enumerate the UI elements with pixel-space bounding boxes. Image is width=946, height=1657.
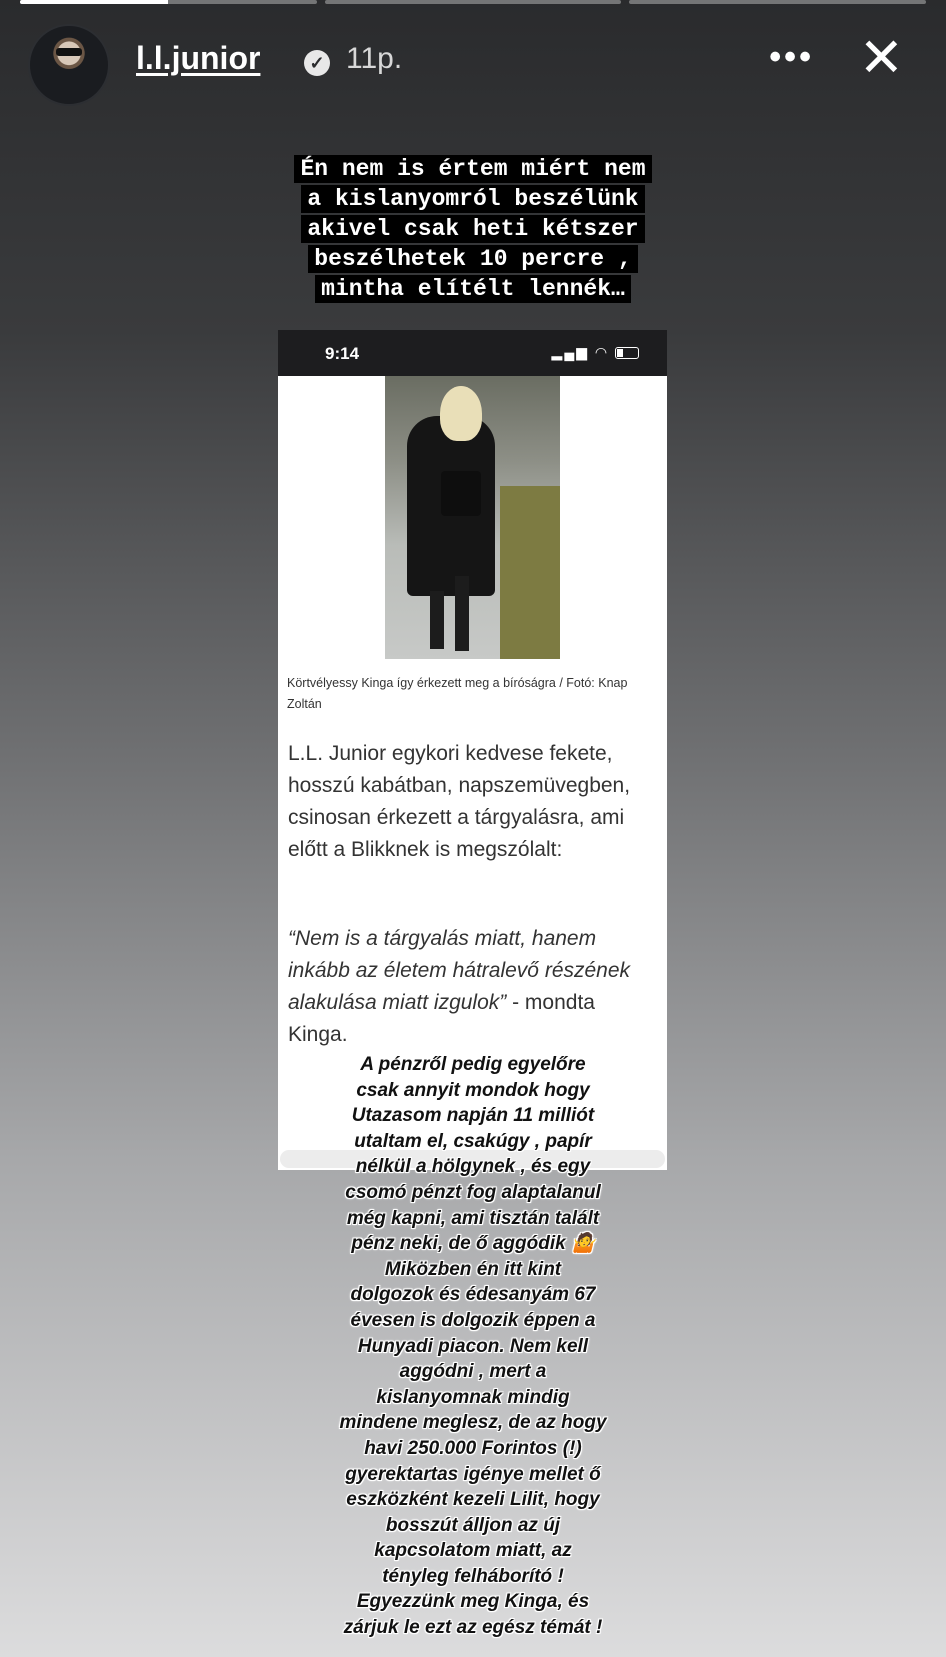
username-link[interactable]: l.l.junior	[136, 40, 261, 76]
overlay-line: csak annyit mondok hogy	[356, 1079, 590, 1101]
story-caption	[200, 154, 746, 304]
post-time: 11p.	[346, 42, 403, 75]
overlay-line: pénz neki, de ő aggódik 🤷	[351, 1233, 595, 1255]
overlay-line: utaltam el, csakúgy , papír	[354, 1130, 592, 1152]
phone-status-bar	[278, 330, 667, 376]
overlay-line: Hunyadi piacon. Nem kell	[357, 1335, 589, 1357]
article-quote	[288, 923, 658, 1051]
overlay-line: havi 250.000 Forintos (!)	[364, 1437, 582, 1459]
overlay-line: Miközben én itt kint	[384, 1258, 562, 1280]
quote-text: “Nem is a tárgyalás miatt, hanem inkább az életem hátralevő részének alakulása miatt izgulok”	[288, 927, 631, 1014]
overlay-line: aggódni , mert a	[399, 1361, 547, 1383]
progress-segment	[325, 0, 622, 4]
avatar[interactable]	[28, 24, 110, 106]
caption-line: a kislanyomról beszélünk	[301, 185, 644, 213]
story-progress-bar	[20, 0, 926, 4]
overlay-line: még kapni, ami tisztán talált	[346, 1207, 600, 1229]
verified-icon: ✓	[304, 50, 330, 76]
battery-icon	[615, 347, 639, 359]
caption-line: akivel csak heti kétszer	[301, 215, 644, 243]
quote-attribution: - mondta Kinga.	[288, 991, 595, 1046]
signal-wifi-battery-icons	[552, 344, 639, 361]
overlay-line: dolgozok és édesanyám 67	[350, 1284, 596, 1306]
article-photo	[385, 376, 560, 659]
overlay-line: kislanyomnak mindig	[376, 1386, 570, 1408]
overlay-line: nélkül a hölgynek , és egy	[355, 1156, 591, 1178]
story-overlay-text	[290, 1052, 656, 1641]
overlay-line: zárjuk le ezt az egész témát !	[343, 1617, 603, 1639]
progress-segment	[20, 0, 317, 4]
overlay-line: Utazasom napján 11 milliót	[351, 1105, 595, 1127]
overlay-line: eszközként kezeli Lilit, hogy	[346, 1489, 600, 1511]
overlay-line: A pénzről pedig egyelőre	[360, 1054, 586, 1075]
caption-line: Én nem is értem miért nem	[294, 155, 651, 183]
overlay-line: csomó pénzt fog alaptalanul	[345, 1181, 601, 1203]
overlay-line: gyerektartas igénye mellet ő	[345, 1463, 601, 1485]
status-time: 9:14	[325, 344, 360, 363]
overlay-line: Egyezzünk meg Kinga, és	[356, 1591, 590, 1613]
overlay-line: bosszút álljon az új	[385, 1514, 561, 1536]
progress-fill	[20, 0, 168, 4]
progress-segment	[629, 0, 926, 4]
photo-caption: Körtvélyessy Kinga így érkezett meg a bíróságra / Fotó: Knap Zoltán	[287, 676, 628, 711]
overlay-line: kapcsolatom miatt, az	[374, 1540, 572, 1562]
story-header	[28, 22, 918, 102]
overlay-line: évesen is dolgozik éppen a	[350, 1309, 596, 1331]
overlay-line: tényleg felháborító !	[382, 1565, 564, 1587]
more-options-icon[interactable]: •••	[769, 38, 814, 76]
caption-line: mintha elítélt lennék…	[315, 275, 631, 303]
signal-icon: ▂▄▆ ◠	[551, 344, 610, 360]
article-screenshot	[278, 330, 667, 1170]
caption-line: beszélhetek 10 percre ,	[308, 245, 637, 273]
close-icon[interactable]: ✕	[858, 28, 904, 88]
article-paragraph: L.L. Junior egykori kedvese fekete, hosszú kabátban, napszemüvegben, csinosan érkezett a tárgyalásra, ami előtt a Blikknek is megszólalt:	[288, 742, 631, 861]
overlay-line: mindene meglesz, de az hogy	[339, 1412, 607, 1434]
